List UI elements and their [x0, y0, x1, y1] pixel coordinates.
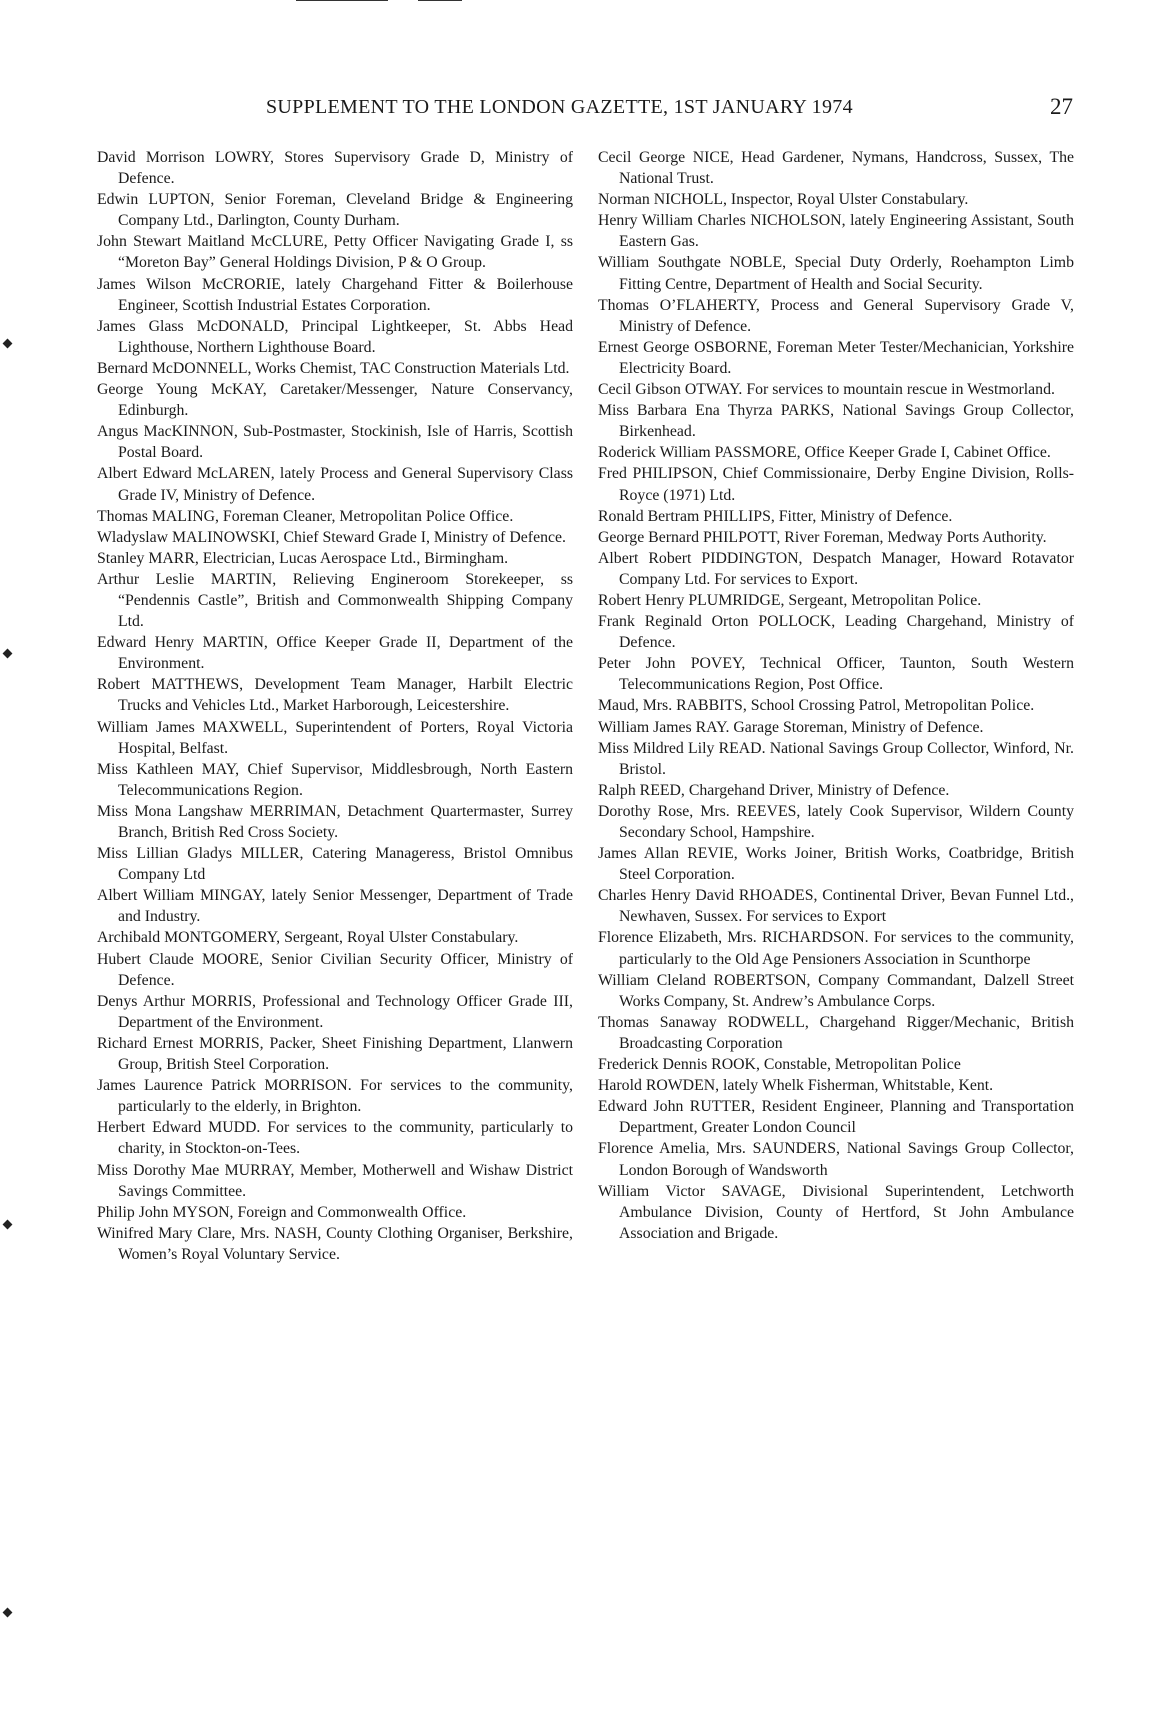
honours-entry: James Glass McDONALD, Principal Lightkeeper, St. Abbs Head Lighthouse, Northern Lighthouse Board. — [97, 317, 573, 356]
honours-entry: Florence Amelia, Mrs. SAUNDERS, National Savings Group Collector, London Borough of Wandsworth — [598, 1140, 1074, 1179]
honours-entry: Robert MATTHEWS, Development Team Manager, Harbilt Electric Trucks and Vehicles Ltd., Market Harborough, Leicestershire. — [97, 676, 573, 715]
honours-entry: Frederick Dennis ROOK, Constable, Metropolitan Police — [598, 1056, 961, 1074]
honours-entry: Bernard McDONNELL, Works Chemist, TAC Construction Materials Ltd. — [97, 359, 570, 377]
honours-entry: Denys Arthur MORRIS, Professional and Technology Officer Grade III, Department of the Environment. — [97, 992, 573, 1031]
honours-entry: Miss Mildred Lily READ. National Savings Group Collector, Winford, Nr. Bristol. — [598, 739, 1074, 778]
honours-entry: George Young McKAY, Caretaker/Messenger, Nature Conservancy, Edinburgh. — [97, 381, 573, 420]
honours-entry: Dorothy Rose, Mrs. REEVES, lately Cook Supervisor, Wildern County Secondary School, Hampshire. — [598, 802, 1074, 841]
honours-entry: Albert Edward McLAREN, lately Process and General Supervisory Class Grade IV, Ministry of Defence. — [97, 465, 573, 504]
top-rule-left — [296, 0, 388, 1]
right-column — [598, 147, 1074, 1244]
honours-entry: William James RAY. Garage Storeman, Ministry of Defence. — [598, 718, 984, 736]
honours-entry: Frank Reginald Orton POLLOCK, Leading Chargehand, Ministry of Defence. — [598, 613, 1074, 652]
honours-entry: Miss Barbara Ena Thyrza PARKS, National Savings Group Collector, Birkenhead. — [598, 402, 1074, 441]
honours-entry: Stanley MARR, Electrician, Lucas Aerospace Ltd., Birmingham. — [97, 549, 509, 567]
honours-entry: Angus MacKINNON, Sub-Postmaster, Stockinish, Isle of Harris, Scottish Postal Board. — [97, 423, 573, 462]
honours-entry: Henry William Charles NICHOLSON, lately Engineering Assistant, South Eastern Gas. — [598, 212, 1074, 251]
honours-entry: William James MAXWELL, Superintendent of Porters, Royal Victoria Hospital, Belfast. — [97, 718, 573, 757]
honours-entry: George Bernard PHILPOTT, River Foreman, Medway Ports Authority. — [598, 528, 1047, 546]
honours-entry: Miss Mona Langshaw MERRIMAN, Detachment Quartermaster, Surrey Branch, British Red Cross Society. — [97, 802, 573, 841]
honours-entry: Winifred Mary Clare, Mrs. NASH, County Clothing Organiser, Berkshire, Women’s Royal Voluntary Service. — [97, 1224, 573, 1263]
honours-entry: Albert William MINGAY, lately Senior Messenger, Department of Trade and Industry. — [97, 887, 573, 926]
honours-entry: Maud, Mrs. RABBITS, School Crossing Patrol, Metropolitan Police. — [598, 697, 1035, 715]
honours-entry: Herbert Edward MUDD. For services to the community, particularly to charity, in Stockton-on-Tees. — [97, 1119, 573, 1158]
honours-entry: Archibald MONTGOMERY, Sergeant, Royal Ulster Constabulary. — [97, 929, 519, 947]
honours-entry: Peter John POVEY, Technical Officer, Taunton, South Western Telecommunications Region, Post Office. — [598, 655, 1074, 694]
honours-entry: Ernest George OSBORNE, Foreman Meter Tester/Mechanician, Yorkshire Electricity Board. — [598, 338, 1074, 377]
page-header — [0, 96, 1150, 122]
margin-mark — [3, 1220, 13, 1230]
honours-entry: William Victor SAVAGE, Divisional Superintendent, Letchworth Ambulance Division, County of Hertford, St John Ambulance Association and Brigade. — [598, 1182, 1074, 1242]
honours-entry: William Cleland ROBERTSON, Company Commandant, Dalzell Street Works Company, St. Andrew’s Ambulance Corps. — [598, 971, 1074, 1010]
left-column — [97, 147, 573, 1265]
honours-entry: Hubert Claude MOORE, Senior Civilian Security Officer, Ministry of Defence. — [97, 950, 573, 989]
margin-mark — [3, 649, 13, 659]
honours-entry: John Stewart Maitland McCLURE, Petty Officer Navigating Grade I, ss “Moreton Bay” General Holdings Division, P & O Group. — [97, 233, 573, 272]
honours-entry: Cecil George NICE, Head Gardener, Nymans, Handcross, Sussex, The National Trust. — [598, 149, 1074, 188]
honours-entry: Thomas MALING, Foreman Cleaner, Metropolitan Police Office. — [97, 507, 514, 525]
honours-entry: Florence Elizabeth, Mrs. RICHARDSON. For services to the community, particularly to the Old Age Pensioners Association in Scunthorpe — [598, 929, 1074, 968]
honours-entry: Thomas Sanaway RODWELL, Chargehand Rigger/Mechanic, British Broadcasting Corporation — [598, 1013, 1074, 1052]
honours-entry: Ronald Bertram PHILLIPS, Fitter, Ministry of Defence. — [598, 507, 953, 525]
honours-entry: James Wilson McCRORIE, lately Chargehand Fitter & Boilerhouse Engineer, Scottish Industrial Estates Corporation. — [97, 275, 573, 314]
honours-entry: David Morrison LOWRY, Stores Supervisory Grade D, Ministry of Defence. — [97, 149, 573, 188]
honours-entry: Cecil Gibson OTWAY. For services to mountain rescue in Westmorland. — [598, 381, 1055, 399]
honours-entry: Thomas O’FLAHERTY, Process and General Supervisory Grade V, Ministry of Defence. — [598, 296, 1074, 335]
honours-entry: Albert Robert PIDDINGTON, Despatch Manager, Howard Rotavator Company Ltd. For services to Export. — [598, 549, 1074, 588]
honours-entry: Miss Lillian Gladys MILLER, Catering Manageress, Bristol Omnibus Company Ltd — [97, 845, 573, 884]
gazette-title: SUPPLEMENT TO THE LONDON GAZETTE, 1ST JANUARY 1974 — [266, 96, 853, 118]
honours-entry: Norman NICHOLL, Inspector, Royal Ulster Constabulary. — [598, 191, 969, 209]
honours-entry: Roderick William PASSMORE, Office Keeper Grade I, Cabinet Office. — [598, 444, 1051, 462]
honours-entry: Miss Dorothy Mae MURRAY, Member, Motherwell and Wishaw District Savings Committee. — [97, 1161, 573, 1200]
honours-entry: Philip John MYSON, Foreign and Commonwealth Office. — [97, 1203, 467, 1221]
honours-entry: James Allan REVIE, Works Joiner, British Works, Coatbridge, British Steel Corporation. — [598, 845, 1074, 884]
honours-entry: Fred PHILIPSON, Chief Commissionaire, Derby Engine Division, Rolls-Royce (1971) Ltd. — [598, 465, 1074, 504]
honours-entry: Miss Kathleen MAY, Chief Supervisor, Middlesbrough, North Eastern Telecommunications Region. — [97, 760, 573, 799]
honours-entry: Wladyslaw MALINOWSKI, Chief Steward Grade I, Ministry of Defence. — [97, 528, 566, 546]
honours-entry: William Southgate NOBLE, Special Duty Orderly, Roehampton Limb Fitting Centre, Department of Health and Social Security. — [598, 254, 1074, 293]
honours-entry: Edward Henry MARTIN, Office Keeper Grade II, Department of the Environment. — [97, 634, 573, 673]
margin-mark — [3, 339, 13, 349]
top-rule-right — [418, 0, 462, 1]
honours-entry: Ralph REED, Chargehand Driver, Ministry of Defence. — [598, 781, 950, 799]
honours-entry: Arthur Leslie MARTIN, Relieving Engineroom Storekeeper, ss “Pendennis Castle”, British and Commonwealth Shipping Company Ltd. — [97, 570, 573, 631]
honours-entry: Harold ROWDEN, lately Whelk Fisherman, Whitstable, Kent. — [598, 1077, 994, 1095]
margin-mark — [3, 1608, 13, 1618]
honours-entry: Edward John RUTTER, Resident Engineer, Planning and Transportation Department, Greater London Council — [598, 1098, 1074, 1137]
honours-entry: Robert Henry PLUMRIDGE, Sergeant, Metropolitan Police. — [598, 591, 982, 609]
honours-entry: Charles Henry David RHOADES, Continental Driver, Bevan Funnel Ltd., Newhaven, Sussex. For services to Export — [598, 887, 1074, 926]
honours-entry: Richard Ernest MORRIS, Packer, Sheet Finishing Department, Llanwern Group, British Steel Corporation. — [97, 1034, 573, 1074]
honours-entry: James Laurence Patrick MORRISON. For services to the community, particularly to the elderly, in Brighton. — [97, 1077, 573, 1116]
page-number: 27 — [1050, 94, 1073, 119]
honours-entry: Edwin LUPTON, Senior Foreman, Cleveland Bridge & Engineering Company Ltd., Darlington, County Durham. — [97, 191, 573, 230]
